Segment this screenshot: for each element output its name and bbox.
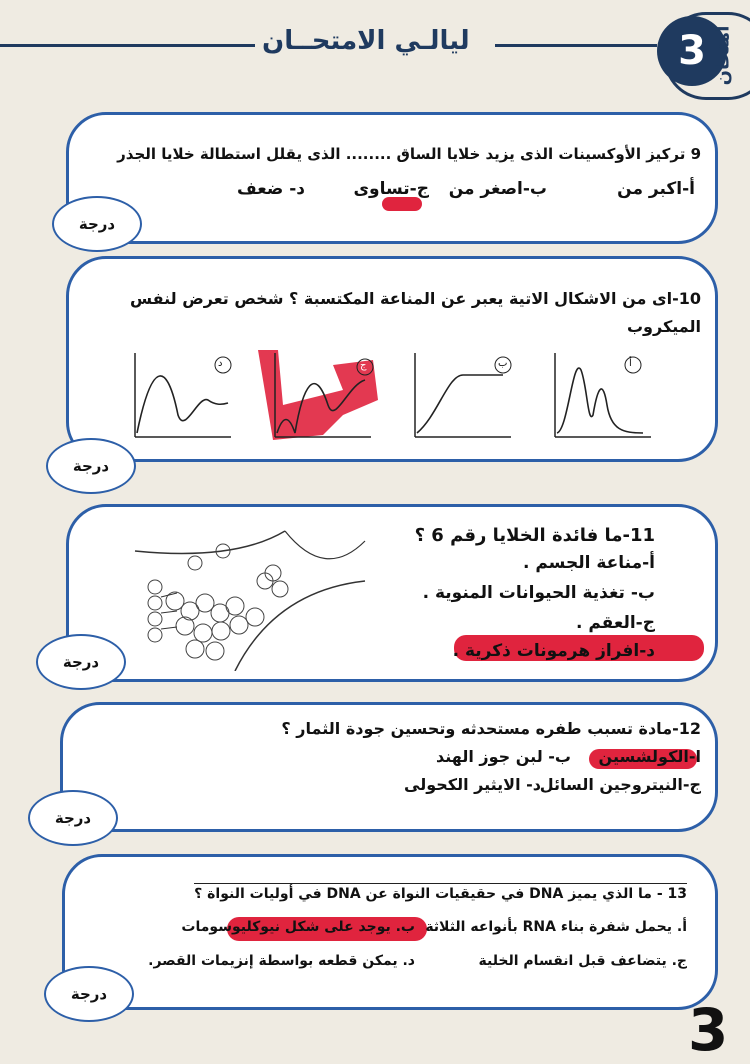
- graph-marker-label-a: أ: [629, 358, 632, 369]
- question-text: 9 تركيز الأوكسينات الذى يزيد خلايا الساق ........ الذى يقلل استطالة خلايا الجذر: [117, 145, 701, 163]
- option-c[interactable]: ج-العقم .: [575, 613, 655, 633]
- question-card-12: [60, 702, 718, 832]
- option-a[interactable]: ا-الكولشسين: [598, 747, 701, 766]
- graph-marker-label-c: ج: [360, 360, 367, 371]
- option-c[interactable]: ج. يتضاعف قبل انقسام الخلية: [478, 953, 687, 969]
- option-b[interactable]: ب. يوجد على شكل نيوكليوسومات: [181, 919, 415, 935]
- graph-a: [555, 353, 651, 437]
- grade-oval-9: درجة: [52, 196, 142, 252]
- option-d[interactable]: د. يمكن قطعه بواسطة إنزيمات القصر.: [148, 953, 415, 969]
- option-a[interactable]: أ-مناعة الجسم .: [522, 553, 655, 573]
- question-text: 12-مادة تسبب طفره مستحدثه وتحسين جودة الثمار ؟: [281, 719, 701, 738]
- question-text-line2: الميكروب: [626, 317, 701, 336]
- antibody-graphs: [83, 345, 703, 455]
- option-c[interactable]: ج-النيتروجين السائل: [539, 775, 701, 794]
- option-a[interactable]: أ-اكبر من: [617, 179, 695, 199]
- page-title: ليالـي الامتحــان: [262, 26, 470, 56]
- exam-number-badge: 3: [657, 16, 727, 86]
- grade-oval-12: درجة: [28, 790, 118, 846]
- option-b[interactable]: ب-اصغر من: [448, 179, 547, 199]
- question-card-10: [66, 256, 718, 462]
- graph-b: [415, 353, 511, 437]
- graph-marker-label-b: ب: [498, 358, 508, 369]
- question-text: 11-ما فائدة الخلايا رقم 6 ؟: [414, 525, 655, 546]
- testis-section-diagram: [115, 521, 385, 671]
- option-d[interactable]: د- الايثير الكحولى: [404, 775, 541, 794]
- graph-d: [135, 353, 231, 437]
- question-card-11: [66, 504, 718, 682]
- option-d[interactable]: د-افراز هرمونات ذكرية .: [452, 641, 655, 661]
- grade-oval-13: درجة: [44, 966, 134, 1022]
- option-d[interactable]: د- ضعف: [237, 179, 305, 199]
- answer-highlight: [382, 197, 422, 211]
- option-b[interactable]: ب- لبن جوز الهند: [436, 747, 571, 766]
- option-b[interactable]: ب- تغذية الحيوانات المنوية .: [422, 583, 655, 603]
- question-card-13: [62, 854, 718, 1010]
- header-rule-right: [495, 44, 657, 47]
- question-card-9: [66, 112, 718, 244]
- question-text: 13 - ما الذي يميز DNA في حقيقيات النواة عن DNA في أوليات النواة ؟: [194, 883, 687, 902]
- exam-label: امتحان: [712, 25, 734, 86]
- graph-marker-a: [625, 357, 641, 373]
- question-text-line1: 10-اى من الاشكال الاتية يعبر عن المناعة المكتسبة ؟ شخص تعرض لنفس: [130, 289, 701, 308]
- option-a[interactable]: أ. يحمل شفرة بناء RNA بأنواعه الثلاثة: [425, 919, 687, 935]
- page-number: 3: [688, 996, 729, 1064]
- header-rule-left: [0, 44, 255, 47]
- grade-oval-11: درجة: [36, 634, 126, 690]
- option-c[interactable]: ج-تساوى: [353, 179, 429, 199]
- graph-marker-label-d: د: [218, 358, 223, 369]
- grade-oval-10: درجة: [46, 438, 136, 494]
